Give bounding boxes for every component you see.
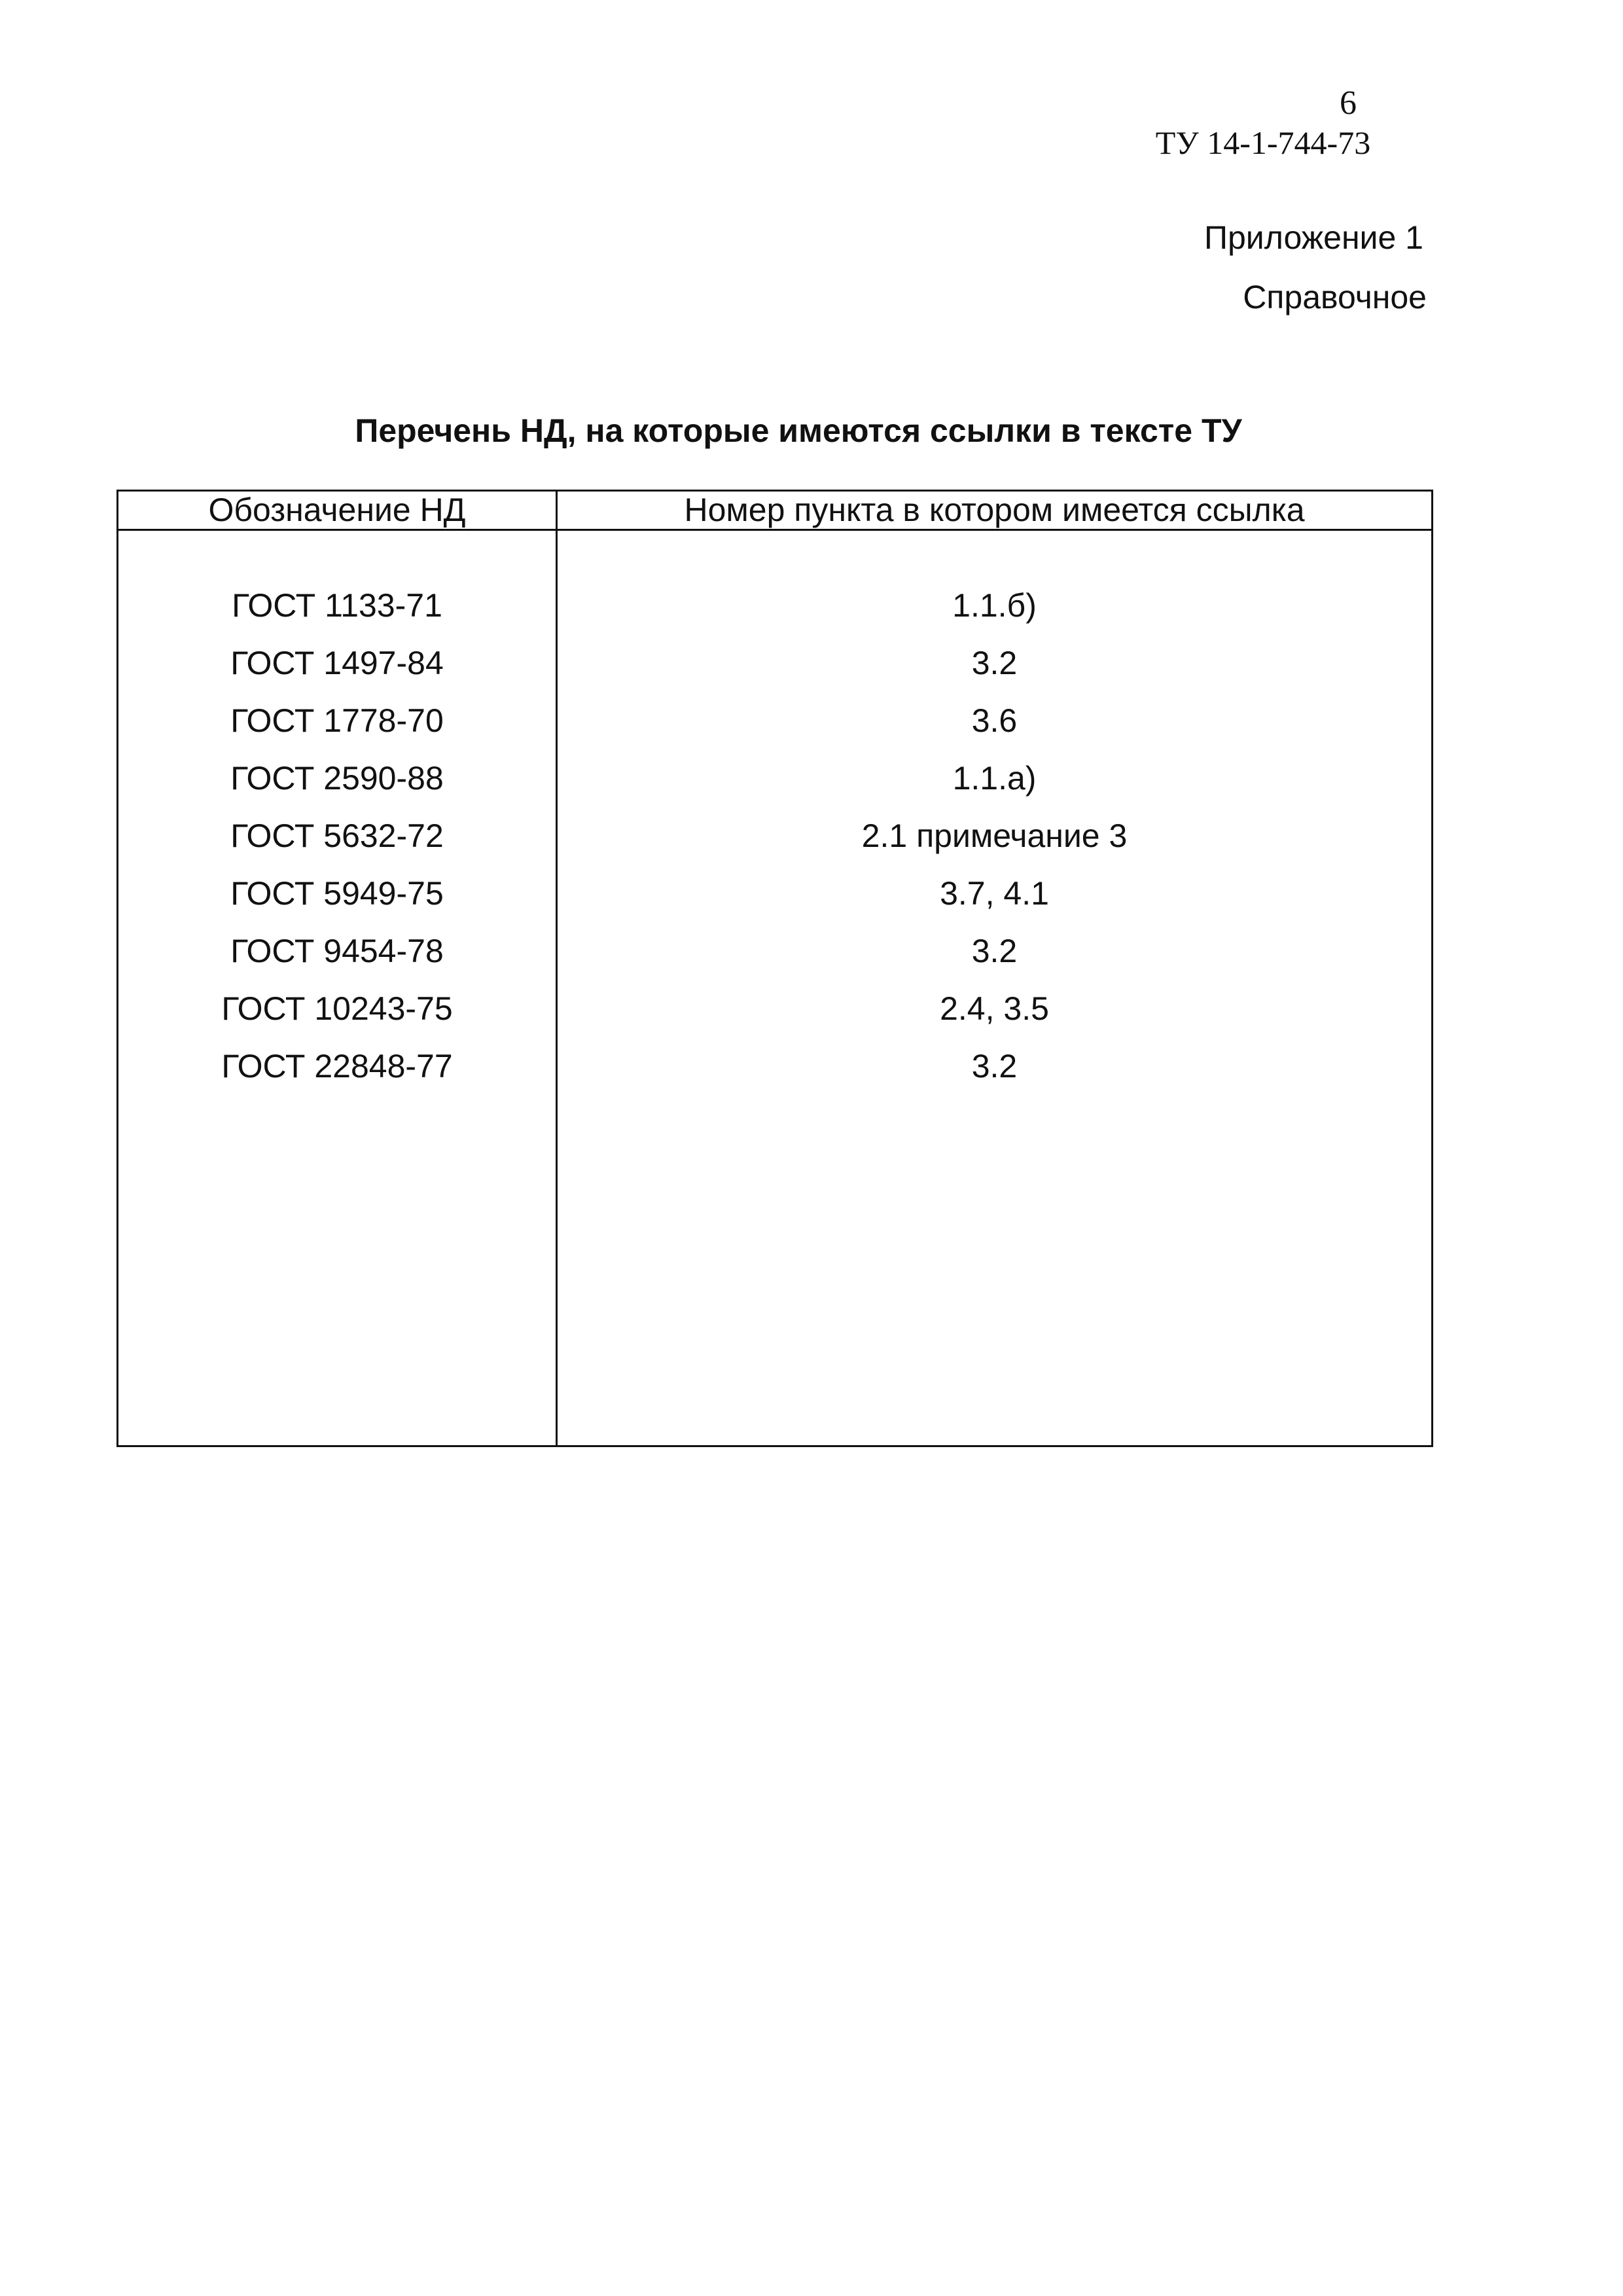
document-code: ТУ 14-1-744-73 — [1155, 124, 1371, 161]
table-body — [118, 577, 1431, 1095]
clause-cell: 3.2 — [971, 1048, 1018, 1085]
table-row — [118, 634, 1431, 692]
designation-cell: ГОСТ 10243-75 — [221, 990, 453, 1027]
designation-cell: ГОСТ 1778-70 — [230, 702, 444, 739]
clause-cell: 3.7, 4.1 — [940, 875, 1049, 912]
table-row — [118, 922, 1431, 980]
table-row — [118, 807, 1431, 865]
table-title: Перечень НД, на которые имеются ссылки в тексте ТУ — [355, 412, 1242, 449]
appendix-type: Справочное — [1243, 279, 1427, 315]
clause-cell: 3.2 — [971, 645, 1018, 681]
designation-cell: ГОСТ 5632-72 — [230, 817, 444, 854]
designation-cell: ГОСТ 1497-84 — [230, 645, 444, 681]
designation-cell: ГОСТ 5949-75 — [230, 875, 444, 912]
column-header-clause: Номер пункта в котором имеется ссылка — [684, 492, 1305, 528]
header-divider — [118, 529, 1431, 531]
appendix-label: Приложение 1 — [1204, 219, 1423, 256]
clause-cell: 2.1 примечание 3 — [861, 817, 1128, 854]
clause-cell: 1.1.б) — [952, 587, 1037, 624]
designation-cell: ГОСТ 1133-71 — [232, 587, 442, 624]
clause-cell: 1.1.а) — [952, 760, 1037, 797]
designation-cell: ГОСТ 22848-77 — [221, 1048, 453, 1085]
table-row — [118, 865, 1431, 922]
table-row — [118, 1037, 1431, 1095]
reference-table — [116, 490, 1433, 1447]
clause-cell: 3.2 — [971, 933, 1018, 969]
designation-cell: ГОСТ 9454-78 — [230, 933, 444, 969]
table-row — [118, 749, 1431, 807]
column-header-designation: Обозначение НД — [208, 492, 466, 528]
designation-cell: ГОСТ 2590-88 — [230, 760, 444, 797]
page-number: 6 — [1340, 84, 1357, 122]
clause-cell: 2.4, 3.5 — [940, 990, 1049, 1027]
table-row — [118, 577, 1431, 634]
table-row — [118, 980, 1431, 1037]
clause-cell: 3.6 — [971, 702, 1018, 739]
table-row — [118, 692, 1431, 749]
